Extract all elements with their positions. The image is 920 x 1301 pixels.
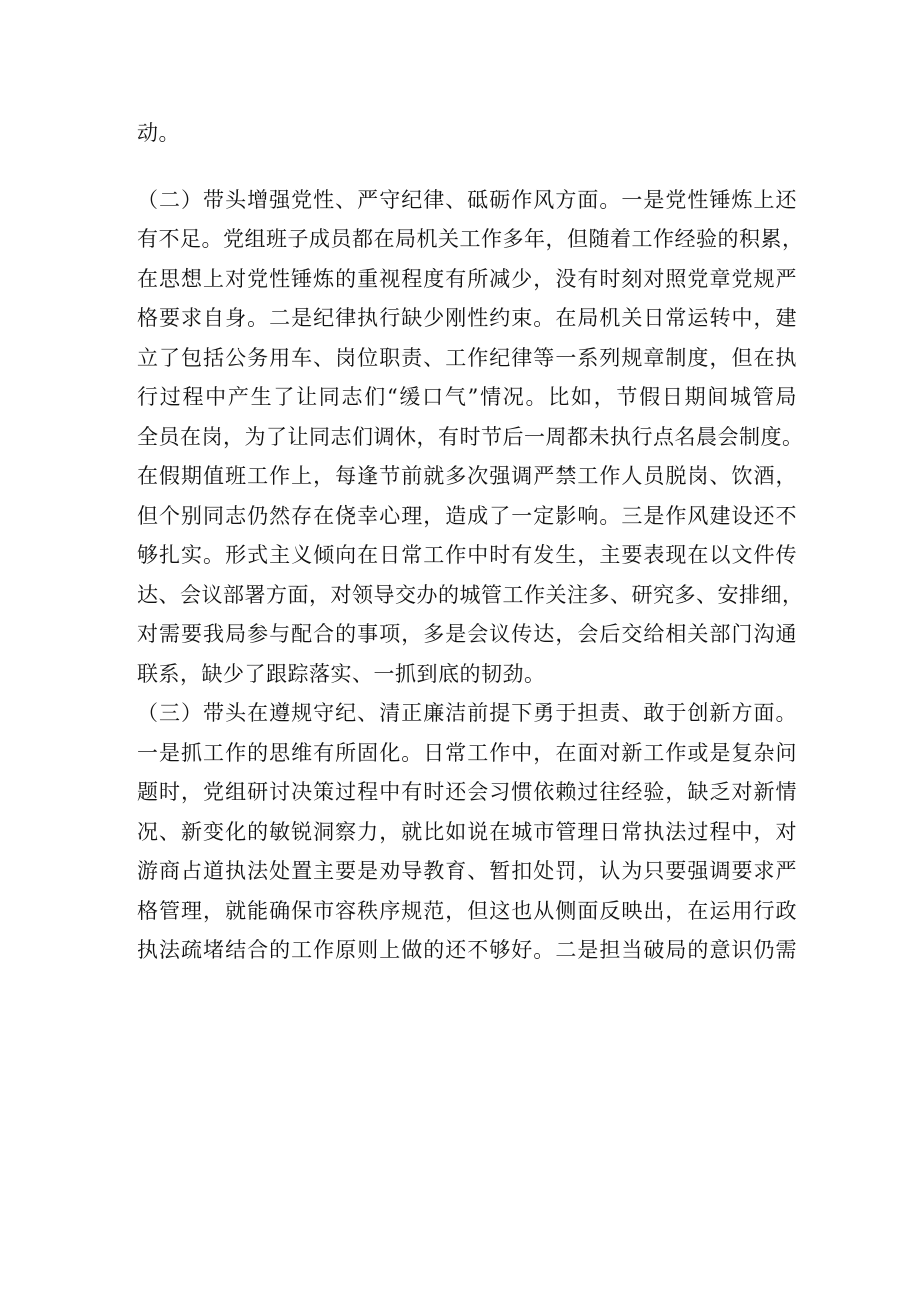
text-line: 动。 xyxy=(137,121,180,145)
text-line: 在假期值班工作上，每逢节前就多次强调严禁工作人员脱岗、饮酒， xyxy=(137,464,797,488)
text-line: 格要求自身。二是纪律执行缺少刚性约束。在局机关日常运转中，建 xyxy=(137,306,797,330)
text-line: 对需要我局参与配合的事项，多是会议传达，会后交给相关部门沟通 xyxy=(137,622,797,646)
text-line: 一是抓工作的思维有所固化。日常工作中，在面对新工作或是复杂问 xyxy=(137,741,797,765)
text-line: （二）带头增强党性、严守纪律、砥砺作风方面。一是党性锤炼上还 xyxy=(137,188,797,212)
text-line: （三）带头在遵规守纪、清正廉洁前提下勇于担责、敢于创新方面。 xyxy=(137,701,797,725)
text-line: 行过程中产生了让同志们“缓口气”情况。比如，节假日期间城管局 xyxy=(137,385,797,409)
text-line: 况、新变化的敏锐洞察力，就比如说在城市管理日常执法过程中，对 xyxy=(137,820,797,844)
text-line: 达、会议部署方面，对领导交办的城管工作关注多、研究多、安排细， xyxy=(137,583,804,607)
text-line: 联系，缺少了跟踪落实、一抓到底的韧劲。 xyxy=(137,662,546,686)
text-line: 在思想上对党性锤炼的重视程度有所减少，没有时刻对照党章党规严 xyxy=(137,267,797,291)
text-line: 执法疏堵结合的工作原则上做的还不够好。二是担当破局的意识仍需 xyxy=(137,938,797,962)
text-line: 有不足。党组班子成员都在局机关工作多年，但随着工作经验的积累， xyxy=(137,227,804,251)
text-line: 题时，党组研讨决策过程中有时还会习惯依赖过往经验，缺乏对新情 xyxy=(137,780,797,804)
text-line: 格管理，就能确保市容秩序规范，但这也从侧面反映出，在运用行政 xyxy=(137,899,797,923)
text-line: 全员在岗，为了让同志们调休，有时节后一周都未执行点名晨会制度。 xyxy=(137,425,804,449)
text-line: 但个别同志仍然存在侥幸心理，造成了一定影响。三是作风建设还不 xyxy=(137,504,797,528)
text-line: 够扎实。形式主义倾向在日常工作中时有发生，主要表现在以文件传 xyxy=(137,543,797,567)
text-line: 游商占道执法处置主要是劝导教育、暂扣处罚，认为只要强调要求严 xyxy=(137,859,797,883)
text-line: 立了包括公务用车、岗位职责、工作纪律等一系列规章制度，但在执 xyxy=(137,346,797,370)
